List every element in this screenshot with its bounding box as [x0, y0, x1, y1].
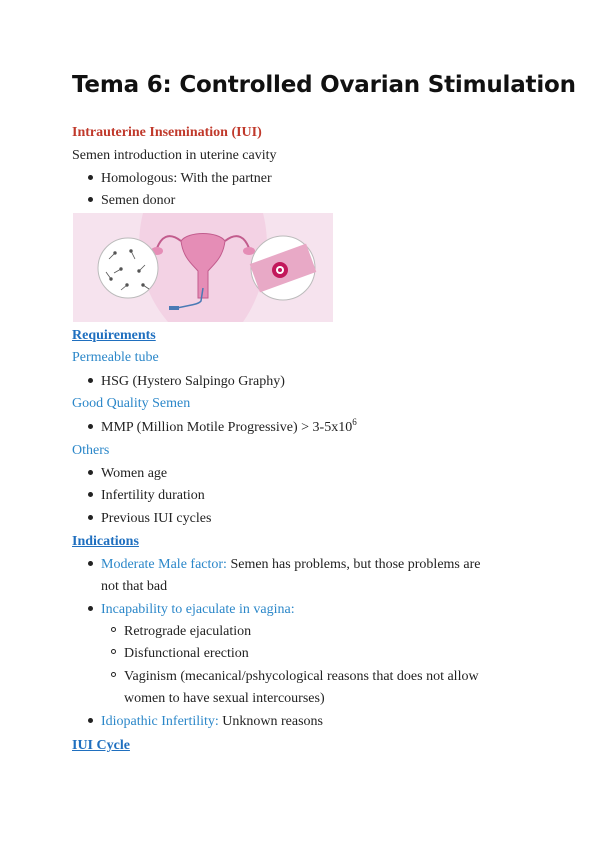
- others-item-3: Previous IUI cycles: [101, 511, 212, 526]
- iui-illustration: [73, 213, 333, 322]
- iui-intro: Semen introduction in uterine cavity: [72, 148, 277, 163]
- permeable-tube-label: Permeable tube: [72, 350, 159, 365]
- good-quality-label: Good Quality Semen: [72, 396, 191, 411]
- circle-bullet-icon: [111, 672, 116, 677]
- others-label: Others: [72, 443, 110, 458]
- hsg-item: HSG (Hystero Salpingo Graphy): [101, 374, 285, 389]
- others-item-1: Women age: [101, 466, 168, 481]
- idiopathic-item: Idiopathic Infertility: Unknown reasons: [101, 714, 324, 729]
- incapability-item: Incapability to ejaculate in vagina:: [101, 602, 295, 617]
- requirements-heading: Requirements: [72, 328, 156, 343]
- page-title: Tema 6: Controlled Ovarian Stimulation: [72, 72, 576, 98]
- bullet-icon: [88, 561, 93, 566]
- sub-item-2: Disfunctional erection: [124, 646, 249, 661]
- bullet-icon: [88, 718, 93, 723]
- iui-bullet-1: Homologous: With the partner: [101, 171, 272, 186]
- bullet-icon: [88, 197, 93, 202]
- bullet-icon: [88, 606, 93, 611]
- bullet-icon: [88, 515, 93, 520]
- circle-bullet-icon: [111, 649, 116, 654]
- bullet-icon: [88, 492, 93, 497]
- iui-heading: Intrauterine Insemination (IUI): [72, 125, 262, 140]
- male-factor-item-cont: not that bad: [101, 579, 168, 594]
- mmp-item: MMP (Million Motile Progressive) > $3-5x10^6$: [101, 417, 357, 435]
- others-item-2: Infertility duration: [101, 488, 205, 503]
- iui-bullet-2: Semen donor: [101, 193, 176, 208]
- bullet-icon: [88, 175, 93, 180]
- indications-heading: Indications: [72, 534, 139, 549]
- bullet-icon: [88, 378, 93, 383]
- sub-item-3: Vaginism (mecanical/pshycological reasons that does not allow: [124, 669, 479, 684]
- sub-item-1: Retrograde ejaculation: [124, 624, 252, 639]
- iui-cycle-heading: IUI Cycle: [72, 738, 130, 753]
- circle-bullet-icon: [111, 627, 116, 632]
- male-factor-item: Moderate Male factor: Semen has problems, but those problems are: [101, 557, 481, 572]
- sub-item-3-cont: women to have sexual intercourses): [124, 691, 325, 706]
- bullet-icon: [88, 424, 93, 429]
- bullet-icon: [88, 470, 93, 475]
